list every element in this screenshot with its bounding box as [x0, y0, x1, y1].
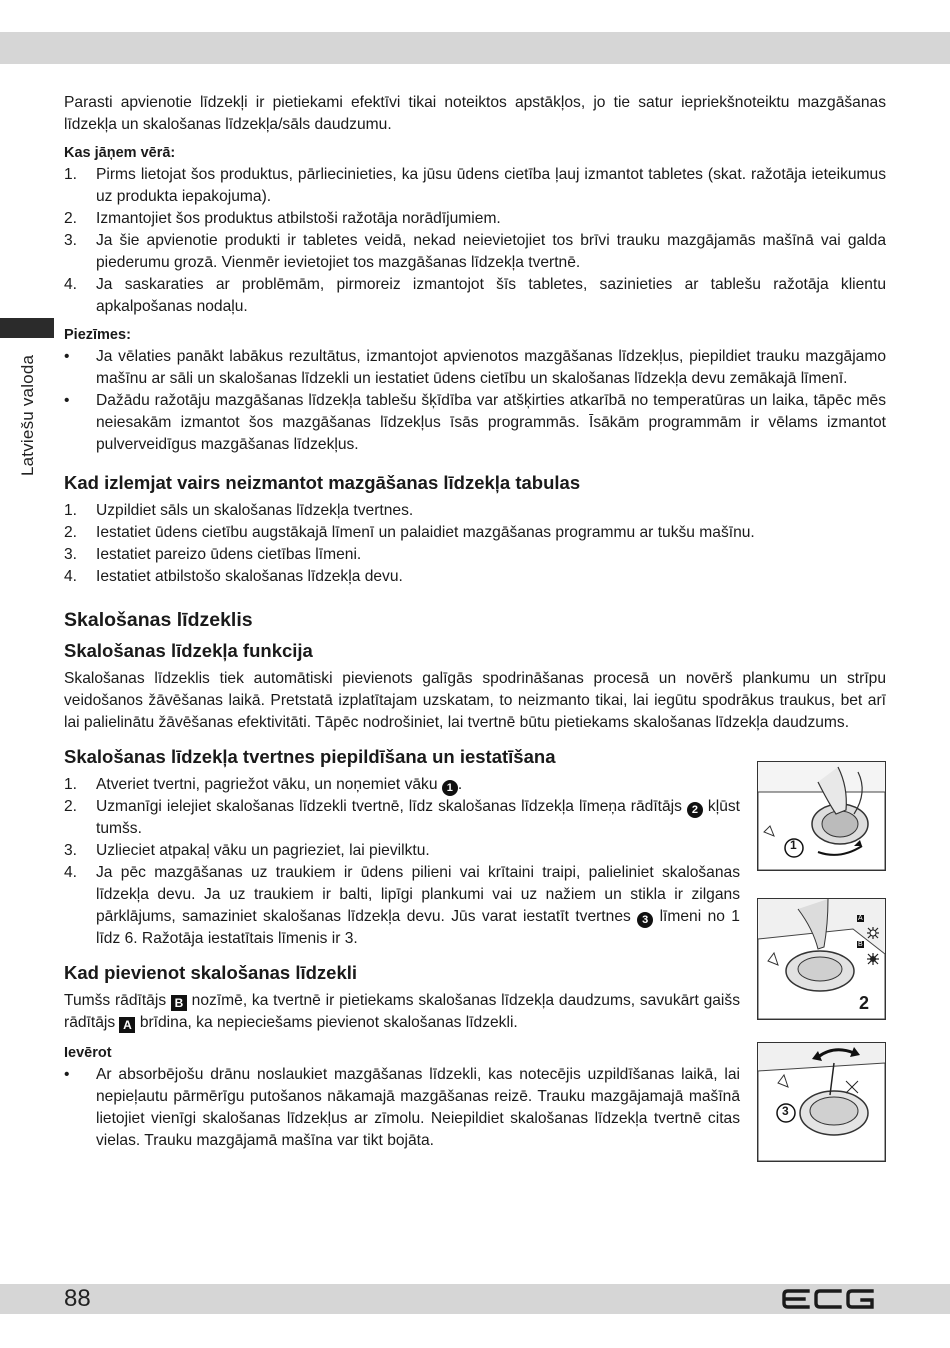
figure-3-dose-dial	[757, 1042, 886, 1162]
list-item: • Ar absorbējošu drānu noslaukiet mazgāšanas līdzekli, kas notecējis uzpildīšanas laikā, lai nepieļautu pārmērīgu putošanos nākamajā mazgāšanas reizē. Trauku mazgājamajā mašīnā lietojiet vienīgi skalošanas līdzekļus ar zīmolu. Neiepildiet skalošanas līdzekļa tvertnē citas vielas. Trauku mazgājamā mašīna var tikt bojāta.	[64, 1066, 740, 1149]
list-item: 2. Uzmanīgi ielejiet skalošanas līdzekli tvertnē, līdz skalošanas līdzekļa līmeņa rādītājs 2 kļūst tumšs.	[64, 798, 740, 837]
list-item: 1. Atveriet tvertni, pagriežot vāku, un noņemiet vāku 1 .	[64, 776, 463, 794]
indicator-a-badge: A	[119, 1017, 135, 1033]
language-tab: Latviešu valoda	[18, 354, 37, 476]
notes-label: Piezīmes:	[64, 327, 131, 343]
stop-tabs-heading: Kad izlemjat vairs neizmantot mazgāšanas līdzekļa tabulas	[64, 472, 581, 493]
indicator-b-badge: B	[171, 995, 187, 1011]
list-item: 3. Iestatiet pareizo ūdens cietības līmeni.	[64, 546, 362, 563]
figure-2-indicator	[757, 898, 886, 1020]
stop-tabs-list	[64, 500, 886, 588]
consider-label: Kas jāņem vērā:	[64, 145, 176, 161]
rinse-function-heading: Skalošanas līdzekļa funkcija	[64, 640, 313, 661]
consider-list	[64, 164, 886, 318]
list-item: 4. Ja pēc mazgāšanas uz traukiem ir ūdens pilieni vai krītaini traipi, palieliniet skalošanas līdzekļa devu. Ja uz traukiem ir balti, lipīgi plankumi vai uz nažiem un stikla ir zilgans pārklājums, samaziniet skalošanas līdzekļa devu. Jūs varat iestatīt tvertnes 3 līmeni no 1 līdz 6. Ražotāja iestatītais līmenis ir 3.	[64, 864, 740, 947]
callout-badge: 2	[687, 802, 703, 818]
header-bar	[0, 32, 950, 64]
figure-mark-a: A	[858, 915, 863, 922]
rinse-function-text: Skalošanas līdzeklis tiek automātiski pievienots galīgās spodrināšanas procesā un novērš plankumu un strīpu veidošanos žāvēšanas laikā. Pretstatā izplatītajam uzskatam, to neizmanto tikai, lai iegūtu spodrākus traukus, bet arī lai palielinātu žāvēšanas efektivitāti. Tāpēc nodrošiniet, lai tvertnē būtu pietiekams skalošanas līdzekļa daudzums.	[64, 670, 886, 731]
intro-paragraph: Parasti apvienotie līdzekļi ir pietiekami efektīvi tikai noteiktos apstākļos, jo tie satur iepriekšnoteiktu mazgāšanas līdzekļa un skalošanas līdzekļa/sāls daudzumu.	[64, 94, 886, 133]
rinse-title: Skalošanas līdzeklis	[64, 609, 253, 631]
rinse-fill-heading: Skalošanas līdzekļa tvertnes piepildīšana un iestatīšana	[64, 746, 556, 767]
list-item: 3. Ja šie apvienotie produkti ir tabletes veidā, nekad neievietojiet tos brīvi trauku mazgājamās mašīnā vai galda piederumu grozā. Vienmēr ievietojiet tos mazgāšanas līdzekļa tvertnē.	[64, 232, 886, 271]
brand-logo	[782, 1288, 874, 1315]
rinse-when-text: Tumšs rādītājs B nozīmē, ka tvertnē ir pietiekams skalošanas līdzekļa daudzums, savukārt gaišs rādītājs A brīdina, ka nepieciešams pievienot skalošanas līdzekli.	[64, 992, 740, 1032]
list-item: 4. Ja saskaraties ar problēmām, pirmoreiz izmantojot šīs tabletes, sazinieties ar tablešu ražotāja klientu apkalpošanas nodaļu.	[64, 276, 886, 315]
list-item: 1. Uzpildiet sāls un skalošanas līdzekļa tvertnes.	[64, 502, 414, 519]
figure-1-illustration	[758, 762, 885, 870]
list-item: 2. Iestatiet ūdens cietību augstākajā līmenī un palaidiet mazgāšanas programmu ar tukšu mašīnu.	[64, 524, 755, 541]
list-item: 3. Uzlieciet atpakaļ vāku un pagrieziet, lai pievilktu.	[64, 842, 430, 859]
rinse-when-heading: Kad pievienot skalošanas līdzekli	[64, 962, 358, 983]
observe-list	[64, 1064, 740, 1152]
figure-label: 3	[782, 1104, 789, 1118]
list-item: 1. Pirms lietojat šos produktus, pārliecinieties, ka jūsu ūdens cietība ļauj izmantot tabletes (skat. ražotāja ieteikumus uz produkta iepakojuma).	[64, 166, 886, 205]
callout-badge: 3	[637, 912, 653, 928]
ecg-logo-icon	[782, 1288, 874, 1310]
figure-label: 1	[790, 838, 797, 852]
list-item: • Dažādu ražotāju mazgāšanas līdzekļa tablešu šķīdība var atšķirties atkarībā no temperatūras un laika, tāpēc mēs neiesakām izmantot šos mazgāšanas līdzekļus īsās programmās. Īsākām programmām ir vēlams izmantot pulverveidīgus mazgāšanas līdzekļus.	[64, 392, 886, 453]
observe-label: Ievērot	[64, 1045, 112, 1061]
list-item: 4. Iestatiet atbilstošo skalošanas līdzekļa devu.	[64, 568, 403, 585]
page-number: 88	[64, 1285, 91, 1312]
list-item: 2. Izmantojiet šos produktus atbilstoši ražotāja norādījumiem.	[64, 210, 501, 227]
figure-3-illustration	[758, 1043, 885, 1161]
callout-badge: 1	[442, 780, 458, 796]
figure-label: 2	[859, 993, 870, 1013]
side-tab-marker	[0, 318, 54, 338]
notes-list	[64, 346, 886, 456]
figure-mark-b: B	[858, 941, 863, 948]
rinse-fill-list	[64, 774, 740, 950]
list-item: • Ja vēlaties panākt labākus rezultātus, izmantojot apvienotos mazgāšanas līdzekļus, piepildiet trauku mazgājamo mašīnu ar sāli un skalošanas līdzekli un iestatiet ūdens cietību un skalošanas līdzekļa devu zemākajā līmenī.	[64, 348, 886, 387]
figure-1-open-cap	[757, 761, 886, 871]
